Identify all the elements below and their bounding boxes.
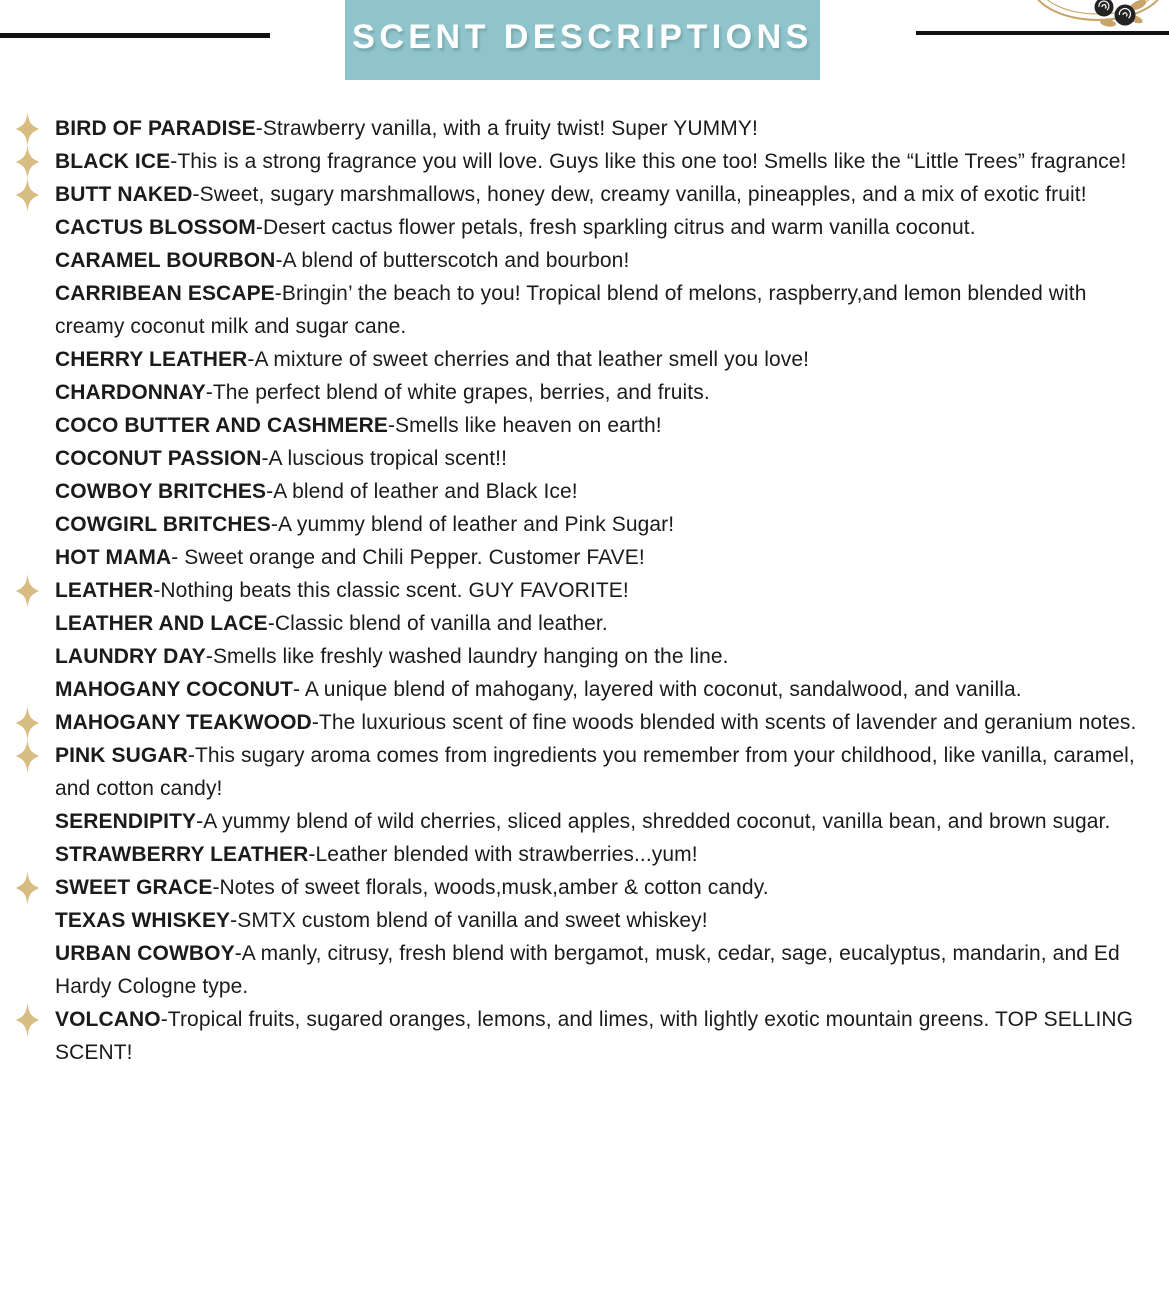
scent-text: [55, 442, 1157, 475]
scent-name: CARRIBEAN ESCAPE: [55, 282, 275, 305]
sparkle-star-icon: [13, 706, 42, 740]
scent-description: -A luscious tropical scent!!: [261, 447, 508, 470]
scent-list-item: [0, 112, 1169, 145]
scent-list-item: [0, 541, 1169, 574]
sparkle-star-icon: [13, 574, 42, 608]
scent-list-item: [0, 475, 1169, 508]
scent-text: [55, 607, 1157, 640]
scent-text: [55, 178, 1157, 211]
scent-description: -Bringin’ the beach to you! Tropical blend of melons, raspberry,and lemon blended with creamy coconut milk and sugar cane.: [55, 282, 1087, 338]
page-header: [345, 0, 820, 80]
brand-logo: [1018, 0, 1169, 30]
scent-description: -A yummy blend of leather and Pink Sugar!: [270, 513, 675, 536]
scent-description: -The perfect blend of white grapes, berries, and fruits.: [205, 381, 710, 404]
scent-text: [55, 904, 1157, 937]
star-cell: [0, 904, 55, 937]
scent-name: VOLCANO: [55, 1008, 161, 1031]
star-cell: [0, 145, 55, 178]
sparkle-star-icon: [13, 1003, 42, 1037]
scent-text: [55, 145, 1157, 178]
scent-list-item: [0, 145, 1169, 178]
scent-description: -Strawberry vanilla, with a fruity twist! Super YUMMY!: [255, 117, 758, 140]
scent-text: [55, 277, 1157, 343]
scent-text: [55, 706, 1157, 739]
scent-list-item: [0, 838, 1169, 871]
scent-list-item: [0, 805, 1169, 838]
scent-name: LEATHER AND LACE: [55, 612, 268, 635]
scent-text: [55, 739, 1157, 805]
scent-description: -A mixture of sweet cherries and that leather smell you love!: [247, 348, 810, 371]
star-cell: [0, 277, 55, 310]
right-divider-line: [916, 31, 1169, 35]
scent-description: - A unique blend of mahogany, layered with coconut, sandalwood, and vanilla.: [293, 678, 1022, 701]
scent-description: -Desert cactus flower petals, fresh sparkling citrus and warm vanilla coconut.: [255, 216, 976, 239]
scent-name: BIRD OF PARADISE: [55, 117, 256, 140]
scent-name: COCO BUTTER AND CASHMERE: [55, 414, 388, 437]
scent-name: SWEET GRACE: [55, 876, 213, 899]
star-cell: [0, 1003, 55, 1036]
page-title: SCENT DESCRIPTIONS: [352, 17, 813, 56]
scent-description: -Smells like freshly washed laundry hanging on the line.: [205, 645, 729, 668]
scent-name: COCONUT PASSION: [55, 447, 262, 470]
star-cell: [0, 376, 55, 409]
scent-name: TEXAS WHISKEY: [55, 909, 231, 932]
sparkle-star-icon: [13, 871, 42, 905]
star-cell: [0, 607, 55, 640]
scent-text: [55, 244, 1157, 277]
scent-name: LAUNDRY DAY: [55, 645, 206, 668]
scent-text: [55, 937, 1157, 1003]
scent-list-item: [0, 343, 1169, 376]
scent-description: -A manly, citrusy, fresh blend with bergamot, musk, cedar, sage, eucalyptus, mandarin, and Ed Hardy Cologne type.: [55, 942, 1120, 998]
scent-list-item: [0, 640, 1169, 673]
sparkle-star-icon: [13, 112, 42, 146]
scent-name: MAHOGANY COCONUT: [55, 678, 294, 701]
scent-name: CHARDONNAY: [55, 381, 206, 404]
scent-name: LEATHER: [55, 579, 154, 602]
star-cell: [0, 442, 55, 475]
scent-list-item: [0, 376, 1169, 409]
scent-text: [55, 541, 1157, 574]
scent-description: -The luxurious scent of fine woods blended with scents of lavender and geranium notes.: [311, 711, 1137, 734]
left-divider-line: [0, 33, 270, 38]
star-cell: [0, 112, 55, 145]
scent-list-item: [0, 244, 1169, 277]
scent-text: [55, 574, 1157, 607]
star-cell: [0, 706, 55, 739]
scent-list-item: [0, 706, 1169, 739]
star-cell: [0, 871, 55, 904]
scent-list-item: [0, 508, 1169, 541]
scent-description: -SMTX custom blend of vanilla and sweet whiskey!: [230, 909, 708, 932]
scent-name: SERENDIPITY: [55, 810, 197, 833]
scent-text: [55, 1003, 1157, 1069]
scent-list-item: [0, 739, 1169, 805]
scent-description: -A blend of leather and Black Ice!: [266, 480, 578, 503]
scent-list-item: [0, 442, 1169, 475]
scent-text: [55, 805, 1157, 838]
star-cell: [0, 211, 55, 244]
scent-text: [55, 640, 1157, 673]
scent-description: -Sweet, sugary marshmallows, honey dew, creamy vanilla, pineapples, and a mix of exotic fruit!: [192, 183, 1087, 206]
star-cell: [0, 343, 55, 376]
scent-description: -Leather blended with strawberries...yum!: [308, 843, 698, 866]
scent-list-item: [0, 871, 1169, 904]
star-cell: [0, 475, 55, 508]
sparkle-star-icon: [13, 739, 42, 773]
scent-list-item: [0, 409, 1169, 442]
scent-name: BLACK ICE: [55, 150, 171, 173]
scent-name: COWBOY BRITCHES: [55, 480, 267, 503]
star-cell: [0, 244, 55, 277]
scent-text: [55, 508, 1157, 541]
scent-text: [55, 112, 1157, 145]
star-cell: [0, 508, 55, 541]
scent-name: STRAWBERRY LEATHER: [55, 843, 309, 866]
scent-description: -This sugary aroma comes from ingredients you remember from your childhood, like vanilla, caramel, and cotton candy!: [55, 744, 1135, 800]
scent-text: [55, 871, 1157, 904]
scent-name: PINK SUGAR: [55, 744, 188, 767]
scent-list-item: [0, 1003, 1169, 1069]
star-cell: [0, 178, 55, 211]
scent-name: COWGIRL BRITCHES: [55, 513, 271, 536]
star-cell: [0, 739, 55, 772]
scent-name: CACTUS BLOSSOM: [55, 216, 256, 239]
scent-description: -This is a strong fragrance you will love. Guys like this one too! Smells like the “Little Trees” fragrance!: [170, 150, 1127, 173]
scent-name: CARAMEL BOURBON: [55, 249, 276, 272]
scent-text: [55, 343, 1157, 376]
gold-ring-roses-icon: [1018, 0, 1169, 30]
scent-list-item: [0, 607, 1169, 640]
scent-description: -Smells like heaven on earth!: [387, 414, 662, 437]
scent-list-item: [0, 574, 1169, 607]
scent-text: [55, 838, 1157, 871]
scent-list-item: [0, 904, 1169, 937]
sparkle-star-icon: [13, 178, 42, 212]
scent-name: BUTT NAKED: [55, 183, 193, 206]
star-cell: [0, 937, 55, 970]
scent-text: [55, 409, 1157, 442]
scent-list-item: [0, 211, 1169, 244]
star-cell: [0, 574, 55, 607]
scent-list: [0, 112, 1169, 1069]
star-cell: [0, 640, 55, 673]
scent-text: [55, 475, 1157, 508]
scent-description: -Nothing beats this classic scent. GUY FAVORITE!: [153, 579, 629, 602]
star-cell: [0, 838, 55, 871]
scent-description: -Notes of sweet florals, woods,musk,amber & cotton candy.: [212, 876, 769, 899]
scent-description: - Sweet orange and Chili Pepper. Customer FAVE!: [171, 546, 645, 569]
scent-name: URBAN COWBOY: [55, 942, 235, 965]
scent-name: MAHOGANY TEAKWOOD: [55, 711, 312, 734]
star-cell: [0, 541, 55, 574]
scent-name: CHERRY LEATHER: [55, 348, 248, 371]
scent-text: [55, 673, 1157, 706]
scent-description: -Classic blend of vanilla and leather.: [267, 612, 608, 635]
scent-list-item: [0, 673, 1169, 706]
scent-list-item: [0, 937, 1169, 1003]
star-cell: [0, 409, 55, 442]
scent-list-item: [0, 178, 1169, 211]
scent-text: [55, 211, 1157, 244]
scent-name: HOT MAMA: [55, 546, 172, 569]
scent-list-item: [0, 277, 1169, 343]
scent-description: -A blend of butterscotch and bourbon!: [275, 249, 630, 272]
sparkle-star-icon: [13, 145, 42, 179]
scent-description: -A yummy blend of wild cherries, sliced apples, shredded coconut, vanilla bean, and brown sugar.: [196, 810, 1111, 833]
star-cell: [0, 673, 55, 706]
scent-description: -Tropical fruits, sugared oranges, lemons, and limes, with lightly exotic mountain greens. TOP SELLING SCENT!: [55, 1008, 1134, 1064]
star-cell: [0, 805, 55, 838]
scent-text: [55, 376, 1157, 409]
